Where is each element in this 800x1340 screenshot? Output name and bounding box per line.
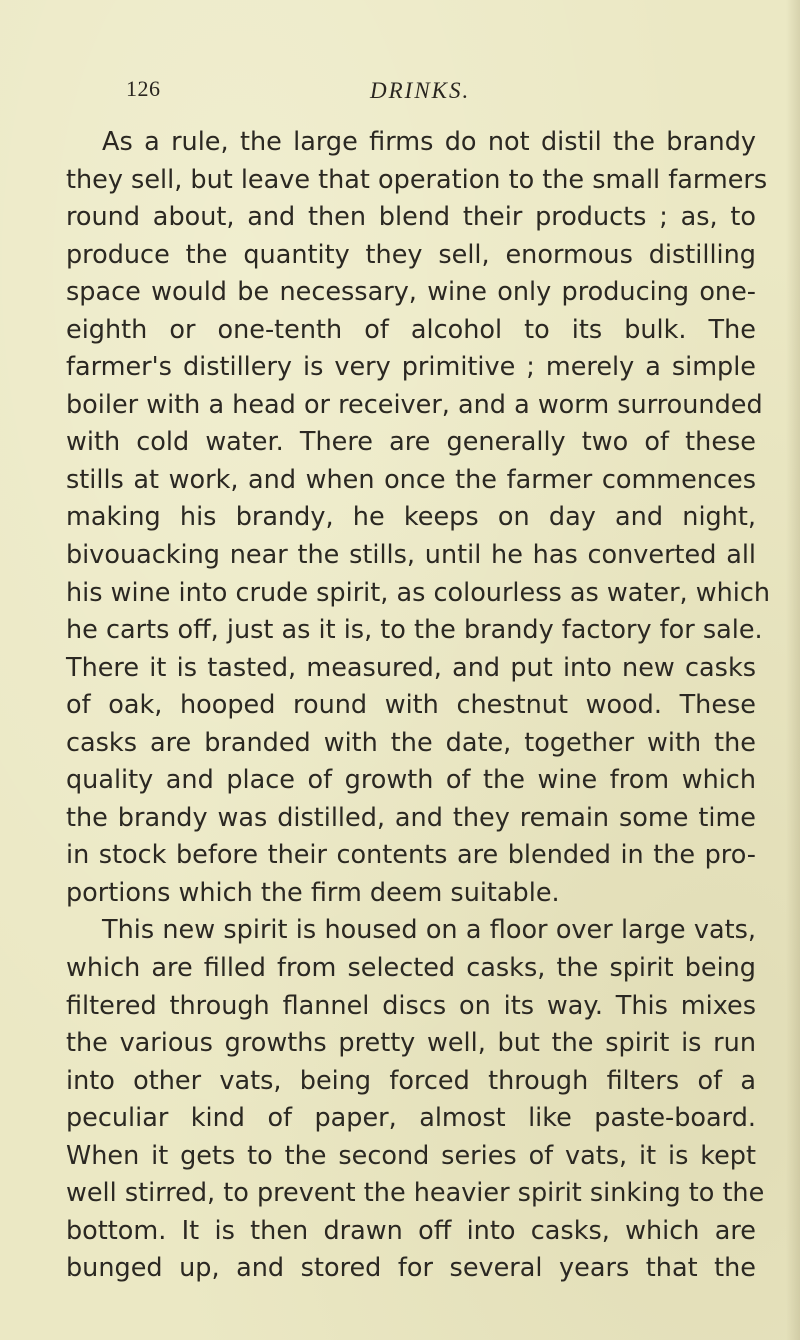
page-edge-shadow — [786, 0, 800, 1340]
text-line: of oak, hooped round with chestnut wood. These — [66, 690, 756, 721]
text-line: into other vats, being forced through filters of a — [66, 1065, 756, 1096]
text-line: the brandy was distilled, and they remain some time — [66, 802, 756, 833]
page-header — [0, 76, 800, 108]
text-line: stills at work, and when once the farmer commences — [66, 464, 756, 495]
text-line: the various growths pretty well, but the spirit is run — [66, 1028, 756, 1059]
text-line: round about, and then blend their products ; as, to — [66, 202, 756, 233]
text-line: There it is tasted, measured, and put into new casks — [66, 652, 756, 683]
text-line: quality and place of growth of the wine from which — [66, 765, 756, 796]
text-line: which are filled from selected casks, the spirit being — [66, 953, 756, 984]
text-line: peculiar kind of paper, almost like paste-board. — [66, 1103, 756, 1134]
text-line: well stirred, to prevent the heavier spirit sinking to the — [66, 1178, 765, 1209]
text-line: When it gets to the second series of vats, it is kept — [66, 1140, 756, 1171]
text-line: bivouacking near the stills, until he has converted all — [66, 540, 756, 571]
text-line: eighth or one-tenth of alcohol to its bulk. The — [66, 314, 756, 345]
text-line: bottom. It is then drawn off into casks, which are — [66, 1215, 756, 1246]
text-line: filtered through flannel discs on its way. This mixes — [66, 990, 756, 1021]
text-line: they sell, but leave that operation to the small farmers — [66, 164, 768, 195]
text-line: in stock before their contents are blended in the pro- — [66, 840, 756, 871]
text-line: his wine into crude spirit, as colourless as water, which — [66, 577, 771, 608]
running-head: DRINKS. — [370, 78, 471, 103]
text-line: As a rule, the large firms do not distil the brandy — [102, 127, 756, 157]
text-line: bunged up, and stored for several years that the — [66, 1253, 756, 1284]
text-line: casks are branded with the date, together with the — [66, 727, 756, 758]
text-line: boiler with a head or receiver, and a worm surrounded — [66, 389, 763, 420]
body-text — [66, 124, 771, 1288]
text-line: he carts off, just as it is, to the brandy factory for sale. — [66, 615, 763, 646]
text-line: portions which the firm deem suitable. — [66, 877, 560, 908]
text-line: making his brandy, he keeps on day and night, — [66, 502, 756, 533]
text-line: This new spirit is housed on a floor over large vats, — [102, 915, 756, 946]
text-line: produce the quantity they sell, enormous distilling — [66, 239, 756, 270]
page-number: 126 — [126, 76, 161, 101]
text-line: with cold water. There are generally two of these — [66, 427, 756, 458]
text-line: space would be necessary, wine only producing one- — [66, 277, 756, 308]
text-line: farmer's distillery is very primitive ; merely a simple — [66, 352, 756, 383]
